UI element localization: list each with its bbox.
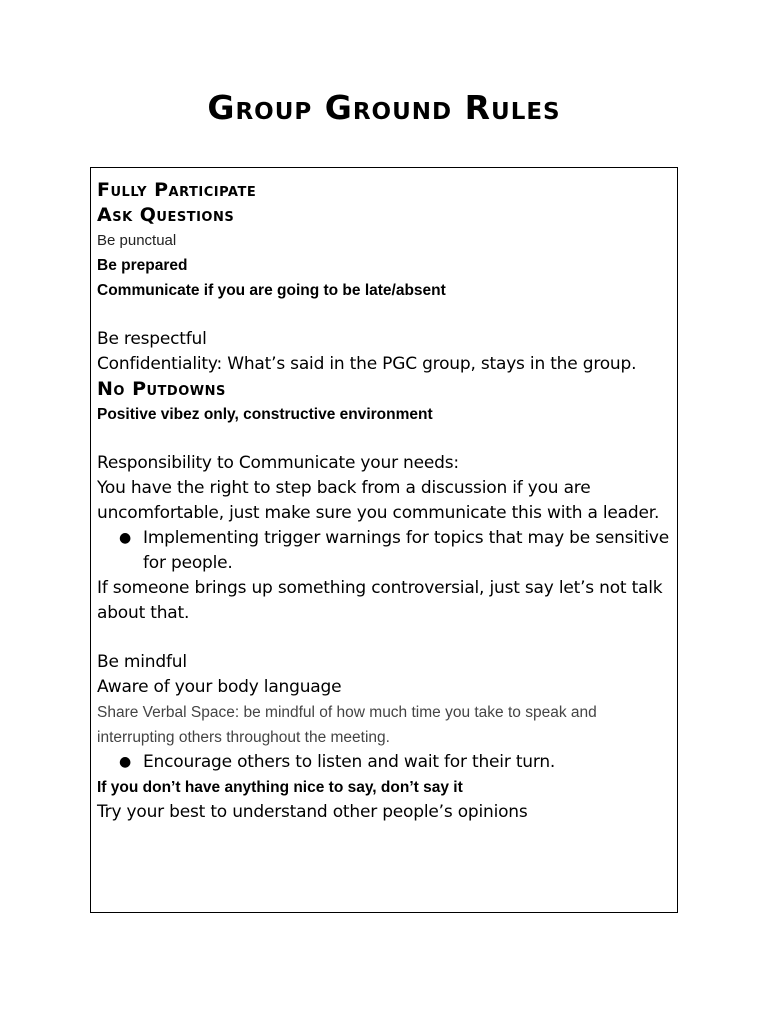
rule-be-punctual: Be punctual xyxy=(97,232,177,249)
bullet-icon: ● xyxy=(119,754,132,770)
rule-body-language: Aware of your body language xyxy=(97,677,342,697)
rule-be-prepared: Be prepared xyxy=(97,257,188,274)
rule-confidentiality: Confidentiality: What’s said in the PGC group, stays in the group. xyxy=(97,354,637,374)
rule-positive-vibez: Positive vibez only, constructive environment xyxy=(97,406,433,423)
spacer xyxy=(97,427,671,451)
bullet-icon: ● xyxy=(119,530,132,546)
spacer xyxy=(97,303,671,327)
rule-trigger-warnings: Implementing trigger warnings for topics that may be sensitive for people. xyxy=(143,528,670,573)
rule-controversial: If someone brings up something controversial, just say let’s not talk about that. xyxy=(97,578,663,623)
rule-encourage-others: Encourage others to listen and wait for their turn. xyxy=(143,752,556,772)
list-item xyxy=(97,750,671,775)
rule-right-to-step-back: You have the right to step back from a discussion if you are uncomfortable, just make sure you communicate this with a leader. xyxy=(97,478,660,523)
rule-no-putdowns: No Putdowns xyxy=(97,378,226,400)
rule-fully-participate: Fully Participate xyxy=(97,179,257,201)
rule-ask-questions: Ask Questions xyxy=(97,204,235,226)
rules-box xyxy=(90,167,678,913)
page-title: Group Ground Rules xyxy=(207,88,561,127)
spacer xyxy=(97,626,671,650)
rule-share-verbal-space: Share Verbal Space: be mindful of how much time you take to speak and interrupting others throughout the meeting. xyxy=(97,704,597,746)
rule-understand-opinions: Try your best to understand other people’s opinions xyxy=(97,802,528,822)
list-item xyxy=(97,526,671,576)
rule-be-mindful: Be mindful xyxy=(97,652,187,672)
rule-be-respectful: Be respectful xyxy=(97,329,207,349)
rule-communicate-late: Communicate if you are going to be late/absent xyxy=(97,282,446,299)
rule-responsibility: Responsibility to Communicate your needs: xyxy=(97,453,459,473)
rule-nice-to-say: If you don’t have anything nice to say, don’t say it xyxy=(97,779,463,796)
